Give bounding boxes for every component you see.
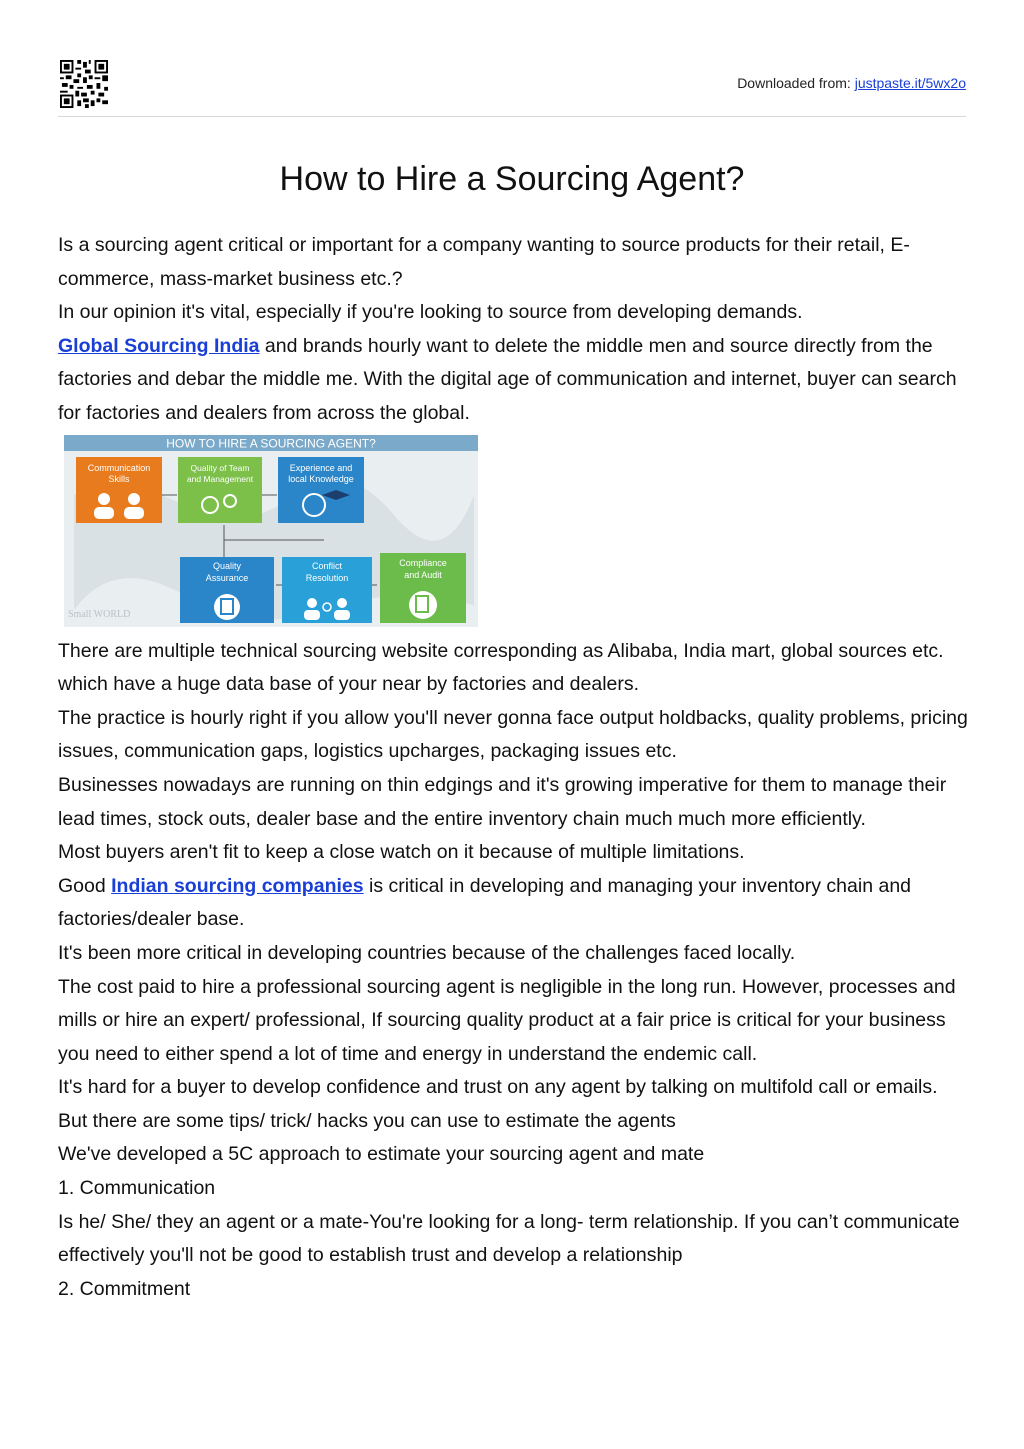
infographic-watermark: Small WORLD — [68, 608, 131, 620]
source-link[interactable]: justpaste.it/5wx2o — [854, 75, 966, 91]
list-heading: 2. Commitment — [58, 1277, 191, 1300]
paragraph: The cost paid to hire a professional sourcing agent is negligible in the long run. However, processes and mills or hire an expert/ professional, If sourcing quality product at a fair price is critical for your business you need to either spend a lot of time and energy in understand the endemic call. — [58, 975, 956, 1065]
conflict-resolution-box — [282, 557, 372, 623]
qr-code-icon — [60, 60, 108, 108]
box-label: Quality — [212, 560, 242, 571]
indian-sourcing-companies-link[interactable]: Indian sourcing companies — [111, 874, 364, 897]
sourcing-agent-infographic — [64, 435, 478, 627]
paragraph: Is a sourcing agent critical or important for a company wanting to source products for their retail, E-commerce, mass-market business etc.? — [58, 234, 910, 290]
box-label: Conflict — [311, 560, 343, 571]
box-label: Skills — [108, 473, 130, 484]
paragraph: In our opinion it's vital, especially if you're looking to source from developing demands. — [58, 301, 803, 324]
box-label: and Audit — [404, 569, 442, 580]
paragraph-text: and brands hourly want to delete the middle men and source directly from the factories and debar the middle me. With the digital age of communication and internet, buyer can search for factories and dealers from across the global. — [58, 334, 957, 424]
paragraph: The practice is hourly right if you allow you'll never gonna face output holdbacks, quality problems, pricing issues, communication gaps, logistics upcharges, packaging issues etc. — [58, 706, 968, 763]
box-label: Resolution — [305, 572, 349, 583]
compliance-audit-box — [380, 553, 466, 623]
download-prefix: Downloaded from: — [737, 75, 855, 91]
box-label: Compliance — [399, 557, 447, 568]
article-body — [58, 229, 968, 1306]
infographic-banner-text: HOW TO HIRE A SOURCING AGENT? — [166, 436, 376, 451]
download-source — [737, 75, 966, 91]
communication-skills-box — [76, 457, 162, 523]
paragraph: We've developed a 5C approach to estimate your sourcing agent and mate — [58, 1143, 705, 1166]
box-label: Assurance — [205, 572, 249, 583]
box-label: Quality of Team — [190, 462, 250, 473]
paragraph-text: Good — [58, 874, 112, 897]
paragraph: Is he/ She/ they an agent or a mate-You're looking for a long- term relationship. If you can’t communicate effectively you'll not be good to establish trust and develop a relationship — [58, 1210, 960, 1267]
paragraph: Businesses nowadays are running on thin edgings and it's growing imperative for them to manage their lead times, stock outs, dealer base and the entire inventory chain much much more efficiently. — [58, 773, 947, 830]
box-label: and Management — [186, 473, 254, 484]
paragraph: Most buyers aren't fit to keep a close watch on it because of multiple limitations. — [58, 841, 745, 864]
quality-team-box — [178, 457, 262, 523]
box-label: Experience and — [289, 462, 353, 473]
header-divider — [58, 116, 966, 117]
list-heading: 1. Communication — [58, 1177, 216, 1200]
paragraph: It's hard for a buyer to develop confidence and trust on any agent by talking on multifold call or emails. But there are some tips/ trick/ hacks you can use to estimate the agents — [58, 1076, 938, 1132]
experience-knowledge-box — [278, 457, 364, 523]
paragraph — [58, 870, 968, 937]
paragraph-text: is critical in developing and managing your inventory chain and factories/dealer base. — [58, 874, 912, 931]
paragraph — [58, 330, 968, 431]
quality-assurance-box — [180, 557, 274, 623]
box-label: Communication — [87, 462, 151, 473]
global-sourcing-india-link[interactable]: Global Sourcing India — [58, 334, 260, 357]
paragraph: There are multiple technical sourcing website corresponding as Alibaba, India mart, global sources etc. which have a huge data base of your near by factories and dealers. — [58, 639, 944, 696]
page-title: How to Hire a Sourcing Agent? — [279, 160, 745, 198]
paragraph: It's been more critical in developing countries because of the challenges faced locally. — [58, 941, 796, 964]
box-label: local Knowledge — [288, 473, 354, 484]
